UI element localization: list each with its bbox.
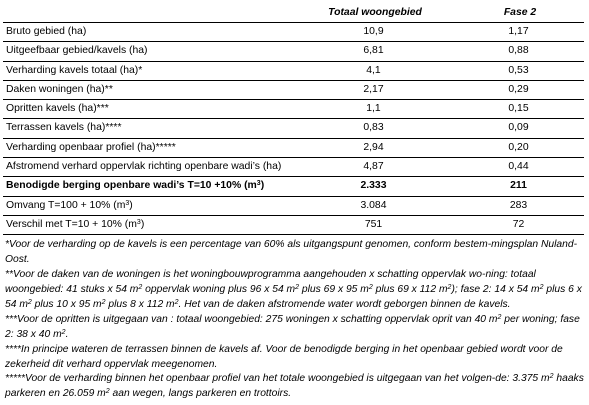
row-total-woongebied: 1,1	[294, 100, 453, 119]
row-fase-2: 0,53	[453, 61, 584, 80]
row-label: Daken woningen (ha)**	[3, 80, 294, 99]
table-row	[3, 196, 584, 215]
row-total-woongebied: 2,17	[294, 80, 453, 99]
row-total-woongebied: 751	[294, 215, 453, 234]
table-row	[3, 119, 584, 138]
row-fase-2: 0,88	[453, 42, 584, 61]
table-row	[3, 100, 584, 119]
row-fase-2: 283	[453, 196, 584, 215]
row-label: Verschil met T=10 + 10% $(m^3)$	[3, 215, 294, 234]
table-row	[3, 215, 584, 234]
table-row	[3, 177, 584, 196]
row-label: Bruto gebied (ha)	[3, 23, 294, 42]
row-fase-2: 0,15	[453, 100, 584, 119]
row-total-woongebied: 0,83	[294, 119, 453, 138]
footnote-2: **Voor de daken van de woningen is het woningbouwprogramma aangehouden x schatting oppervlak wo-ning: totaal woongebied: 41 stuks x 54 $m^2$ oppervlak woning plus 96 x 54 $m^2$ plus 69 x 95 $m^2$ plus 69 x 112 $m^2$); fase 2: 14 x 54 $m^2$ plus 6 x 54 $m^2$ plus 10 x 95 $m^2$ plus 8 x 112 $m^2$. Het van de daken afstromende water wordt geborgen binnen de kavels.	[5, 269, 582, 310]
row-total-woongebied: 6,81	[294, 42, 453, 61]
table-row	[3, 138, 584, 157]
table-header-row	[3, 3, 584, 23]
storage-table	[3, 3, 584, 235]
row-total-woongebied: 4,1	[294, 61, 453, 80]
header-label	[3, 3, 294, 23]
row-label: Opritten kavels (ha)***	[3, 100, 294, 119]
table-row	[3, 61, 584, 80]
row-label: Afstromend verhard oppervlak richting openbare wadi’s (ha)	[3, 158, 294, 177]
table-body	[3, 23, 584, 235]
row-fase-2: 72	[453, 215, 584, 234]
row-fase-2: 211	[453, 177, 584, 196]
table-row	[3, 80, 584, 99]
row-label: Verharding openbaar profiel (ha)*****	[3, 138, 294, 157]
row-label: Terrassen kavels (ha)****	[3, 119, 294, 138]
table-row	[3, 42, 584, 61]
footnote-4: ****In principe wateren de terrassen binnen de kavels af. Voor de benodigde berging in het openbaar gebied wordt voor de zekerheid dit verhard oppervlak meegenomen.	[5, 343, 563, 370]
row-fase-2: 0,09	[453, 119, 584, 138]
document	[3, 3, 586, 402]
table-row	[3, 23, 584, 42]
footnotes	[3, 238, 584, 402]
header-fase-2: Fase 2	[453, 3, 584, 23]
footnote-3: ***Voor de opritten is uitgegaan van : totaal woongebied: 275 woningen x schatting oppervlak oprit van 40 $m^2$ per woning; fase 2: 38 x 40 $m^2$.	[5, 313, 580, 340]
row-fase-2: 0,20	[453, 138, 584, 157]
row-total-woongebied: 10,9	[294, 23, 453, 42]
row-label: Verharding kavels totaal (ha)*	[3, 61, 294, 80]
row-total-woongebied: 3.084	[294, 196, 453, 215]
row-total-woongebied: 2.333	[294, 177, 453, 196]
header-totaal-woongebied: Totaal woongebied	[294, 3, 453, 23]
row-fase-2: 1,17	[453, 23, 584, 42]
footnote-5: *****Voor de verharding binnen het openbaar profiel van het totale woongebied is uitgegaan van het volgen-de: 3.375 $m^2$ haaks parkeren en 26.059 $m^2$ aan wegen, langs parkeren en trottoirs.	[5, 373, 584, 400]
table-row	[3, 158, 584, 177]
row-total-woongebied: 4,87	[294, 158, 453, 177]
row-label: Omvang T=100 + 10% $(m^3)$	[3, 196, 294, 215]
row-label: Benodigde berging openbare wadi’s T=10 +10% $(m^3)$	[3, 177, 294, 196]
row-fase-2: 0,29	[453, 80, 584, 99]
row-label: Uitgeefbaar gebied/kavels (ha)	[3, 42, 294, 61]
row-total-woongebied: 2,94	[294, 138, 453, 157]
footnote-1: *Voor de verharding op de kavels is een percentage van 60% als uitgangspunt genomen, conform bestem-mingsplan Nuland-Oost.	[5, 239, 578, 266]
row-fase-2: 0,44	[453, 158, 584, 177]
